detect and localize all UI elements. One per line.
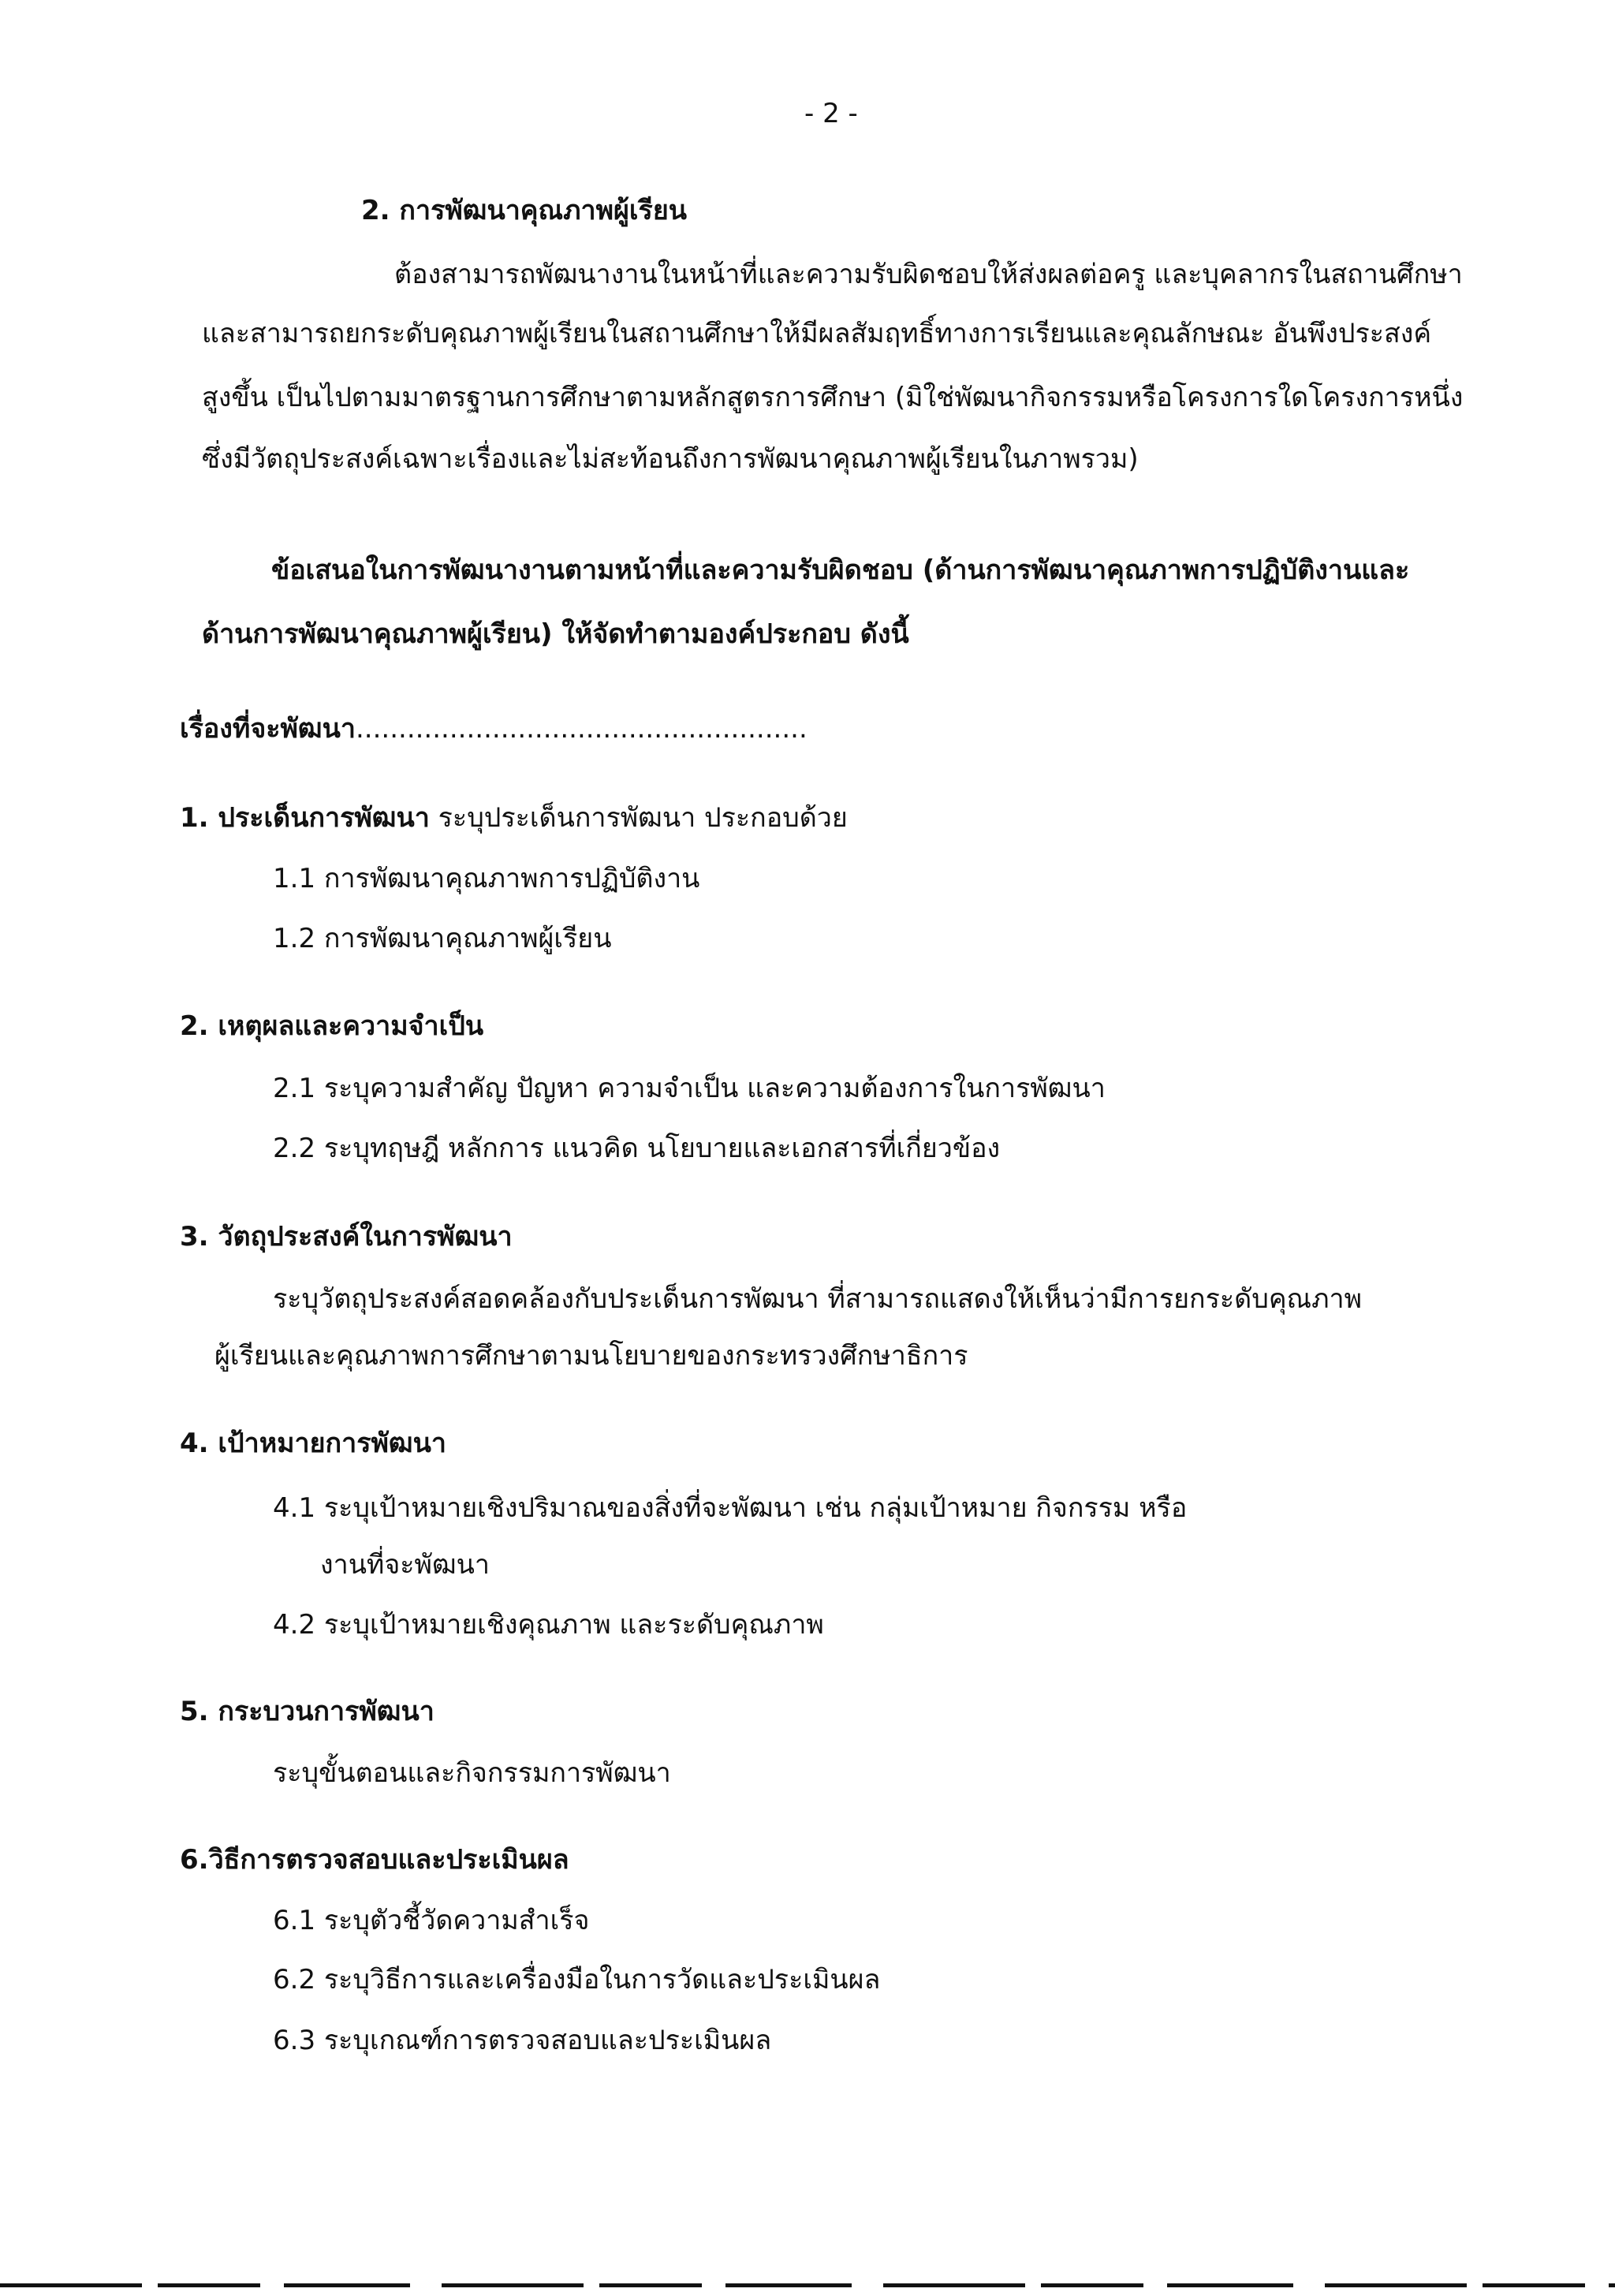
item-description: ระบุขั้นตอนและกิจกรรมการพัฒนา bbox=[273, 1757, 671, 1789]
item-heading: 2. เหตุผลและความจำเป็น bbox=[180, 1010, 484, 1042]
sub-item: 6.1 ระบุตัวชี้วัดความสำเร็จ bbox=[273, 1905, 590, 1936]
item-heading: 4. เป้าหมายการพัฒนา bbox=[180, 1428, 446, 1459]
item-paragraph: ผู้เรียนและคุณภาพการศึกษาตามนโยบายของกระทรวงศึกษาธิการ bbox=[214, 1340, 968, 1372]
sub-item: 4.1 ระบุเป้าหมายเชิงปริมาณของสิ่งที่จะพัฒนา เช่น กลุ่มเป้าหมาย กิจกรรม หรือ bbox=[273, 1492, 1188, 1524]
topic-label: เรื่องที่จะพัฒนา bbox=[180, 713, 356, 745]
paragraph-line: ซึ่งมีวัตถุประสงค์เฉพาะเรื่องและไม่สะท้อนถึงการพัฒนาคุณภาพผู้เรียนในภาพรวม) bbox=[202, 443, 1139, 475]
paragraph-line: ต้องสามารถพัฒนางานในหน้าที่และความรับผิดชอบให้ส่งผลต่อครู และบุคลากรในสถานศึกษา bbox=[394, 259, 1463, 290]
item-heading: 5. กระบวนการพัฒนา bbox=[180, 1696, 435, 1727]
sub-item: 4.2 ระบุเป้าหมายเชิงคุณภาพ และระดับคุณภาพ bbox=[273, 1609, 824, 1641]
sub-item: 6.2 ระบุวิธีการและเครื่องมือในการวัดและประเมินผล bbox=[273, 1964, 881, 1995]
footer-scan-edge bbox=[0, 2283, 1615, 2287]
item-paragraph: ระบุวัตถุประสงค์สอดคล้องกับประเด็นการพัฒนา ที่สามารถแสดงให้เห็นว่ามีการยกระดับคุณภาพ bbox=[273, 1283, 1363, 1315]
sub-item: 1.2 การพัฒนาคุณภาพผู้เรียน bbox=[273, 923, 612, 954]
item-heading: 1. ประเด็นการพัฒนา bbox=[180, 802, 430, 834]
paragraph-line: และสามารถยกระดับคุณภาพผู้เรียนในสถานศึกษาให้มีผลสัมฤทธิ์ทางการเรียนและคุณลักษณะ อันพึงประสงค์ bbox=[202, 318, 1432, 349]
section-heading: 2. การพัฒนาคุณภาพผู้เรียน bbox=[361, 195, 687, 226]
sub-item: 1.1 การพัฒนาคุณภาพการปฏิบัติงาน bbox=[273, 863, 700, 894]
paragraph-line: สูงขึ้น เป็นไปตามมาตรฐานการศึกษาตามหลักสูตรการศึกษา (มิใช่พัฒนากิจกรรมหรือโครงการใดโครงการหนึ่ง bbox=[202, 382, 1464, 413]
proposal-heading: ข้อเสนอในการพัฒนางานตามหน้าที่และความรับผิดชอบ (ด้านการพัฒนาคุณภาพการปฏิบัติงานและ bbox=[271, 554, 1410, 586]
proposal-heading: ด้านการพัฒนาคุณภาพผู้เรียน) ให้จัดทำตามองค์ประกอบ ดังนี้ bbox=[202, 618, 909, 650]
page-number: - 2 - bbox=[804, 98, 858, 129]
sub-item-continuation: งานที่จะพัฒนา bbox=[320, 1549, 490, 1581]
item-heading: 3. วัตถุประสงค์ในการพัฒนา bbox=[180, 1221, 513, 1253]
sub-item: 2.1 ระบุความสำคัญ ปัญหา ความจำเป็น และความต้องการในการพัฒนา bbox=[273, 1073, 1106, 1104]
sub-item: 6.3 ระบุเกณฑ์การตรวจสอบและประเมินผล bbox=[273, 2025, 772, 2056]
item-heading: 6.วิธีการตรวจสอบและประเมินผล bbox=[180, 1844, 569, 1876]
sub-item: 2.2 ระบุทฤษฎี หลักการ แนวคิด นโยบายและเอกสารที่เกี่ยวข้อง bbox=[273, 1133, 1001, 1164]
item-description: ระบุประเด็นการพัฒนา ประกอบด้วย bbox=[438, 802, 848, 834]
topic-dots: ..................................................... bbox=[355, 713, 808, 745]
topic-line bbox=[180, 711, 808, 746]
item-1 bbox=[180, 801, 848, 835]
